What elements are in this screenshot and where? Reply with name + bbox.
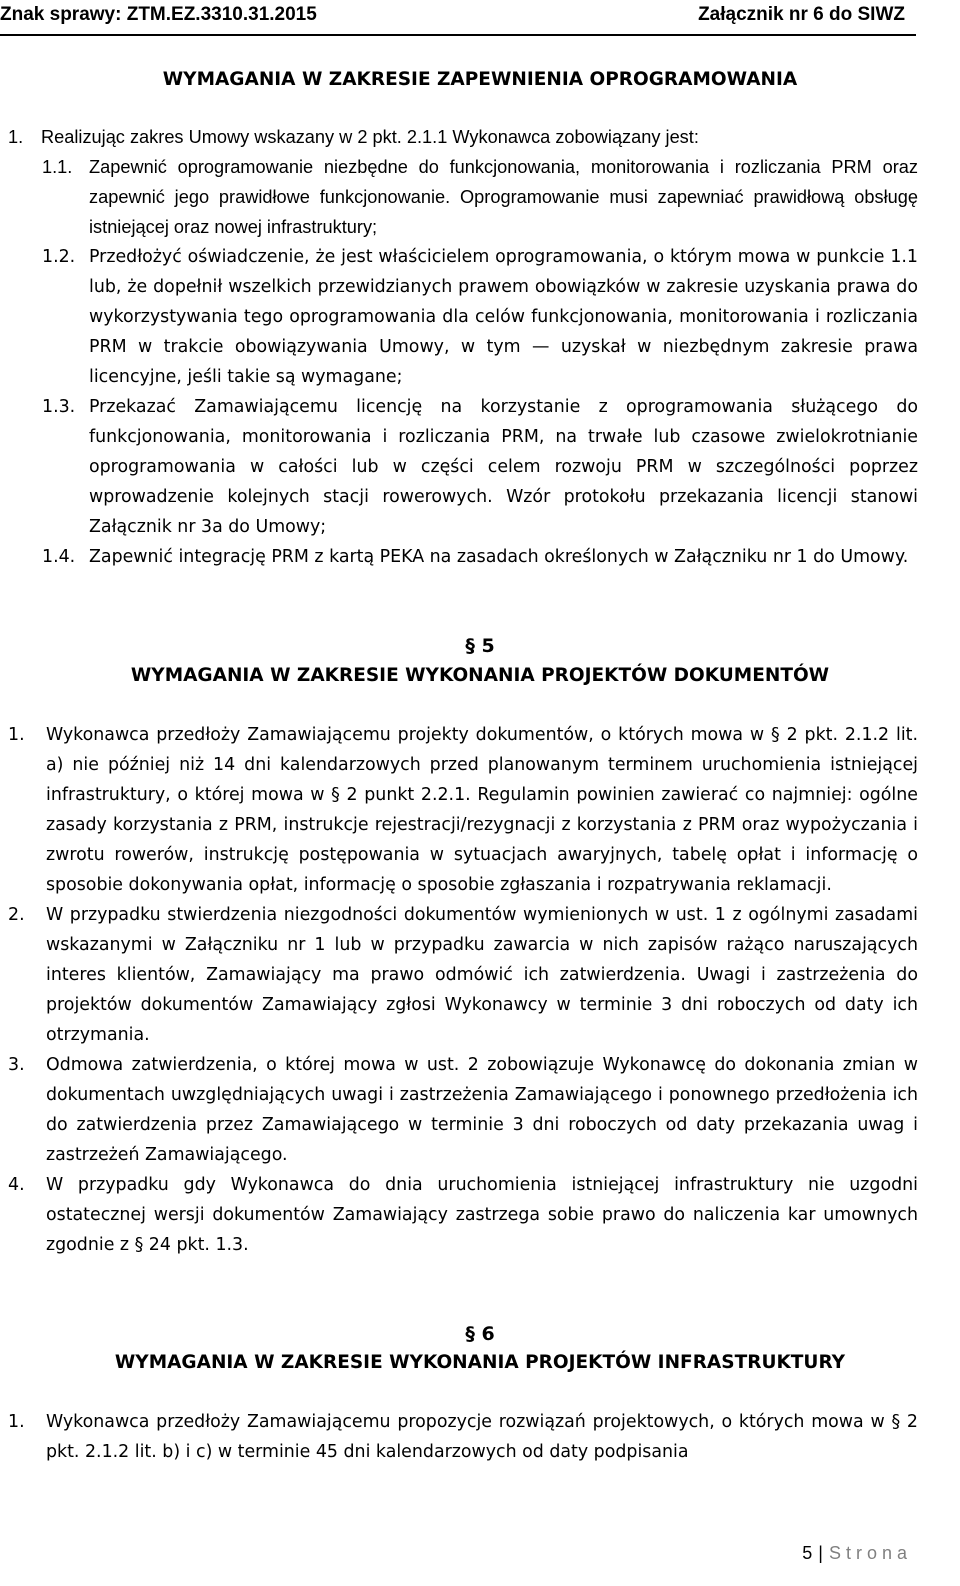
item-text: Przekazać Zamawiającemu licencję na korzystanie z oprogramowania służącego do funkcjonowania, monitorowania i rozliczania PRM, na trwałe lub czasowe zwielokrotnianie oprogramowania w całości lub w części celem rozwoju PRM w szczególności poprzez wprowadzenie kolejnych stacji rowerowych. Wzór protokołu przekazania licencji stanowi Załącznik nr 3a do Umowy; [89,397,918,537]
list-item [8,1170,918,1260]
item-number: 4. [8,1175,25,1195]
page-label: Strona [828,1543,912,1563]
page-footer [802,1538,912,1568]
software-subitems-list-2 [42,242,918,572]
infrastructure-requirements-list [8,1407,918,1467]
section-title-software: WYMAGANIA W ZAKRESIE ZAPEWNIENIA OPROGRAMOWANIA [162,69,798,90]
item-text: Przedłożyć oświadczenie, że jest właścicielem oprogramowania, o którym mowa w punkcie 1.1 lub, że dopełnił wszelkich przewidzianych prawem obowiązków w zakresie uzyskania prawa do wykorzystywania tego oprogramowania dla celów funkcjonowania, monitorowania i rozliczania PRM w trakcie obowiązywania Umowy, w tym — uzyskał w niezbędnym zakresie prawa licencyjne, jeśli takie są wymagane; [89,247,918,387]
list-item [8,900,918,1050]
item-number: 1.1. [42,157,73,177]
footer-separator: | [818,1543,823,1563]
list-item [42,242,918,392]
list-item [42,392,918,542]
section-title-infrastructure: WYMAGANIA W ZAKRESIE WYKONANIA PROJEKTÓW INFRASTRUKTURY [114,1352,846,1373]
section-number-6: § 6 [465,1323,495,1345]
case-number: Znak sprawy: ZTM.EZ.3310.31.2015 [0,4,317,25]
item-text: W przypadku gdy Wykonawca do dnia uruchomienia istniejącej infrastruktury nie uzgodni ostatecznej wersji dokumentów Zamawiający zastrzega sobie prawo do naliczenia kar umownych zgodnie z § 24 pkt. 1.3. [46,1175,918,1255]
item-text: W przypadku stwierdzenia niezgodności dokumentów wymienionych w ust. 1 z ogólnymi zasadami wskazanymi w Załączniku nr 1 lub w przypadku zawarcia w nich zapisów rażąco naruszających interes klientów, Zamawiający ma prawo odmówić ich zatwierdzenia. Uwagi i zastrzeżenia do projektów dokumentów Zamawiający zgłosi Wykonawcy w terminie 3 dni roboczych od daty ich otrzymania. [46,905,918,1045]
item-text: Odmowa zatwierdzenia, o której mowa w ust. 2 zobowiązuje Wykonawcę do dokonania zmian w dokumentach uwzględniających uwagi i zastrzeżenia Zamawiającego i ponownego przedłożenia ich do zatwierdzenia przez Zamawiającego w terminie 3 dni roboczych od daty przekazania uwag i zastrzeżeń Zamawiającego. [46,1055,918,1165]
software-requirements-list [8,122,913,152]
page-header [0,0,960,30]
list-item [42,542,918,572]
list-item [8,720,918,900]
item-number: 1. [8,725,25,745]
item-number: 1. [8,127,24,147]
item-text: Realizując zakres Umowy wskazany w 2 pkt. 2.1.1 Wykonawca zobowiązany jest: [41,127,699,147]
list-item [8,1050,918,1170]
item-number: 1.4. [42,547,76,567]
section-number-5: § 5 [465,635,495,657]
software-subitems-list [42,152,918,242]
item-number: 1.2. [42,247,76,267]
header-divider [0,34,916,36]
attachment-label: Załącznik nr 6 do SIWZ [698,4,905,25]
item-text: Zapewnić integrację PRM z kartą PEKA na zasadach określonych w Załączniku nr 1 do Umowy. [89,547,909,567]
item-number: 2. [8,905,25,925]
section-title-documents: WYMAGANIA W ZAKRESIE WYKONANIA PROJEKTÓW DOKUMENTÓW [130,665,830,686]
item-text: Wykonawca przedłoży Zamawiającemu propozycje rozwiązań projektowych, o których mowa w § 2 pkt. 2.1.2 lit. b) i c) w terminie 45 dni kalendarzowych od daty podpisania [46,1412,918,1462]
item-number: 3. [8,1055,25,1075]
list-item [8,1407,918,1467]
item-text: Zapewnić oprogramowanie niezbędne do funkcjonowania, monitorowania i rozliczania PRM oraz zapewnić jego prawidłowe funkcjonowanie. Oprogramowanie musi zapewniać prawidłową obsługę istniejącej oraz nowej infrastruktury; [89,157,918,237]
list-item [8,122,913,152]
page-number: 5 [802,1543,813,1563]
item-text: Wykonawca przedłoży Zamawiającemu projekty dokumentów, o których mowa w § 2 pkt. 2.1.2 lit. a) nie później niż 14 dni kalendarzowych przed planowanym terminem uruchomienia istniejącej infrastruktury, o której mowa w § 2 punkt 2.2.1. Regulamin powinien zawierać co najmniej: ogólne zasady korzystania z PRM, instrukcje rejestracji/rezygnacji z korzystania z PRM oraz wypożyczania i zwrotu rowerów, instrukcję postępowania w sytuacjach awaryjnych, tabelę opłat i informację o sposobie dokonywania opłat, informację o sposobie zgłaszania i rozpatrywania reklamacji. [46,725,918,895]
list-item [42,152,918,242]
item-number: 1. [8,1412,25,1432]
item-number: 1.3. [42,397,76,417]
documents-requirements-list [8,720,918,1260]
